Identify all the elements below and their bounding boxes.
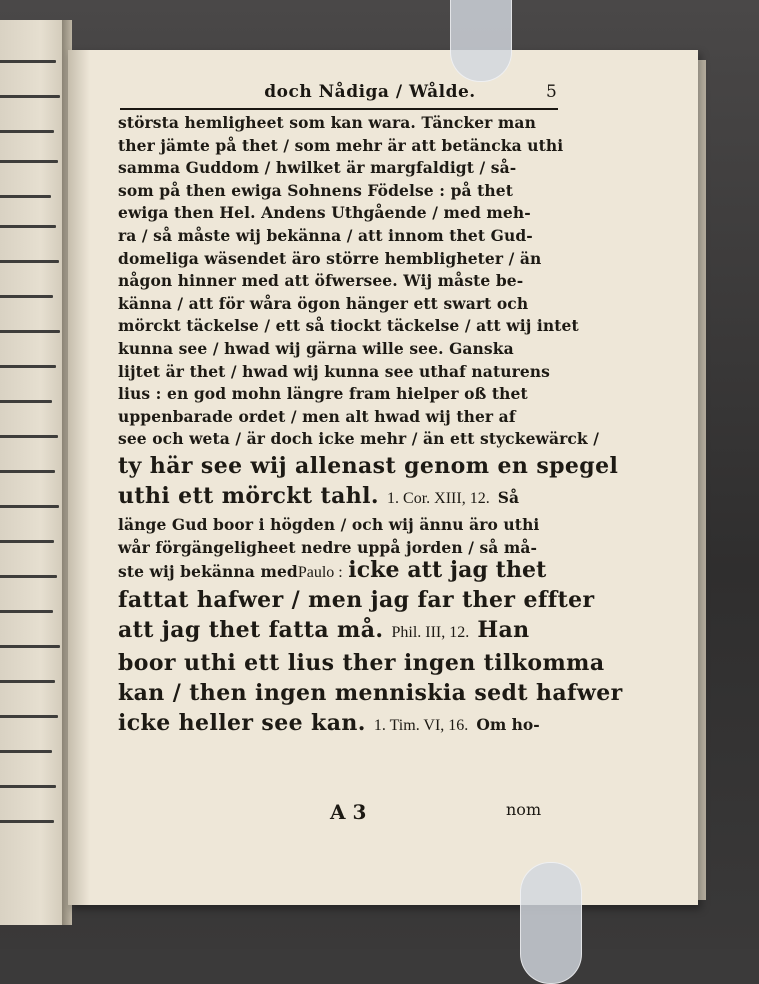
text-fragment: ste wij bekänna med	[118, 562, 298, 582]
body-text	[118, 112, 623, 741]
text-line: wår förgängeligheet nedre uppå jorden / så må-	[118, 537, 538, 557]
text-line: samma Guddom / hwilket är margfaldigt / så-	[118, 158, 517, 178]
emphasis-line: fattat hafwer / men jag far ther effter	[118, 586, 595, 613]
head-rule	[120, 108, 558, 110]
roman-name: Paulo :	[297, 564, 343, 582]
page-number: 5	[546, 82, 557, 102]
text-line: ra / så måste wij bekänna / att innom thet Gud-	[118, 225, 533, 245]
text-line: see och weta / är doch icke mehr / än ett styckewärck /	[118, 429, 600, 449]
text-fragment: Så	[497, 487, 520, 507]
text-line: någon hinner med att öfwersee. Wij måste be-	[118, 271, 524, 291]
page-clip-bottom	[520, 862, 582, 984]
page-clip-top	[450, 0, 512, 82]
text-line	[118, 559, 562, 585]
emphasis-text: att jag thet fatta må.	[118, 616, 384, 643]
emphasis-line	[118, 615, 562, 648]
emphasis-line	[118, 481, 562, 514]
previous-page-fragment	[0, 20, 68, 925]
running-head: doch Nådiga / Wålde.	[264, 82, 476, 102]
emphasis-text: uthi ett mörckt tahl.	[118, 482, 379, 509]
bible-reference: Phil. III, 12.	[391, 623, 470, 641]
emphasis-text: icke att jag thet	[348, 557, 547, 584]
text-line: lijtet är thet / hwad wij kunna see uthaf naturens	[118, 361, 550, 381]
text-fragment: Om ho-	[476, 714, 540, 734]
text-line: mörckt täckelse / ett så tiockt täckelse / att wij intet	[118, 316, 579, 336]
emphasis-line: boor uthi ett lius ther ingen tilkomma	[118, 649, 605, 676]
emphasis-line: kan / then ingen menniskia sedt hafwer	[118, 679, 623, 706]
text-line: största hemligheet som kan wara. Täncker man	[118, 113, 536, 132]
emphasis-line	[118, 708, 562, 741]
text-line: ther jämte på thet / som mehr är att betäncka uthi	[118, 135, 564, 155]
text-line: lius : en god mohn längre fram hielper oß thet	[118, 384, 528, 404]
emphasis-text: Han	[477, 616, 530, 643]
text-line: kunna see / hwad wij gärna wille see. Ganska	[118, 338, 514, 358]
catchword: nom	[506, 800, 542, 819]
emphasis-line: ty här see wij allenast genom en spegel	[118, 452, 619, 479]
bible-reference: 1. Tim. VI, 16.	[373, 716, 469, 734]
text-line: uppenbarade ordet / men alt hwad wij ther af	[118, 406, 516, 426]
text-line: som på then ewiga Sohnens Födelse : på thet	[118, 180, 514, 200]
text-line: domeliga wäsendet äro större hembligheter / än	[118, 248, 542, 268]
emphasis-text: icke heller see kan.	[118, 709, 366, 736]
bible-reference: 1. Cor. XIII, 12.	[387, 489, 490, 507]
text-line: ewiga then Hel. Andens Uthgående / med meh-	[118, 203, 531, 223]
signature-mark: A 3	[330, 800, 367, 824]
text-line: känna / att för wåra ögon hänger ett swart och	[118, 293, 529, 313]
text-line: länge Gud boor i högden / och wij ännu äro uthi	[118, 514, 540, 534]
